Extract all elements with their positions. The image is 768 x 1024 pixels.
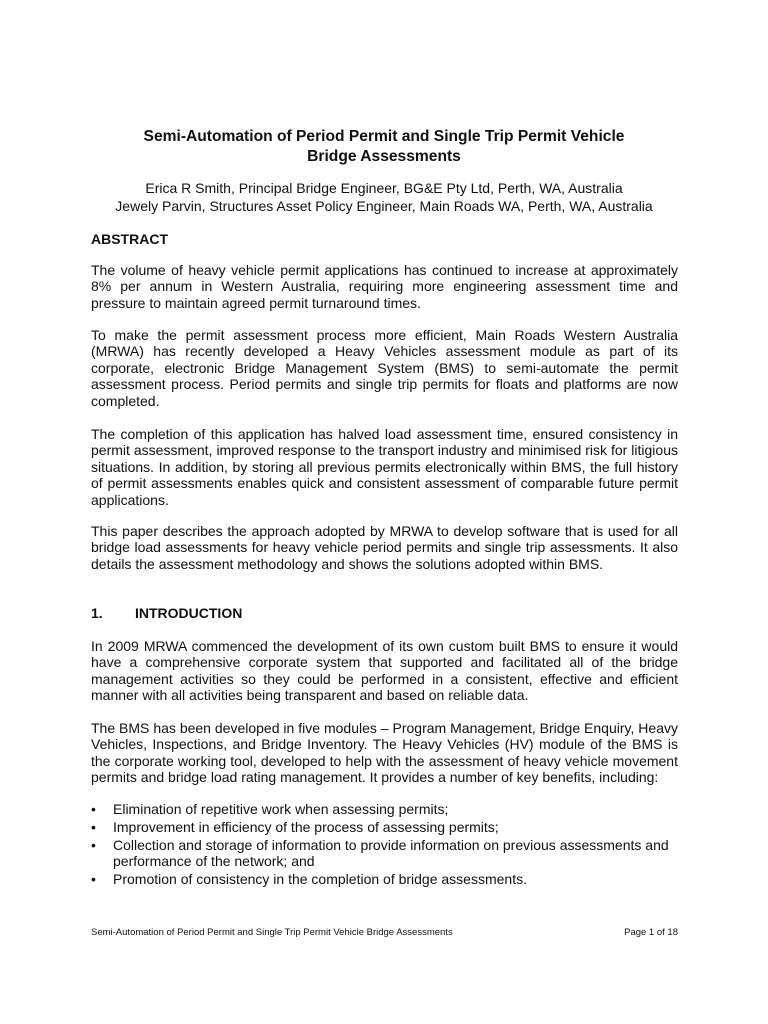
bullet-icon: • [91, 818, 96, 835]
abstract-paragraph: The completion of this application has halved load assessment time, ensured consistency in permit assessment, improved response to the transport industry and minimised risk for litigious situations. In addition, by storing all previous permits electronically within BMS, the full history of permit assessments enables quick and consistent assessment of comparable future permit applications. [91, 426, 678, 508]
list-item [91, 801, 678, 817]
footer-title: Semi-Automation of Period Permit and Single Trip Permit Vehicle Bridge Assessments [91, 927, 453, 938]
list-item [91, 871, 678, 887]
list-item-text: Improvement in efficiency of the process of assessing permits; [113, 818, 499, 835]
abstract-paragraph: To make the permit assessment process more efficient, Main Roads Western Australia (MRWA) has recently developed a Heavy Vehicles assessment module as part of its corporate, electronic Bridge Management System (BMS) to semi-automate the permit assessment process. Period permits and single trip permits for floats and platforms are now completed. [91, 327, 678, 409]
abstract-paragraph: The volume of heavy vehicle permit applications has continued to increase at approximately 8% per annum in Western Australia, requiring more engineering assessment time and pressure to maintain agreed permit turnaround times. [91, 262, 678, 311]
list-item-text: Promotion of consistency in the completion of bridge assessments. [113, 871, 527, 888]
section-title: INTRODUCTION [135, 605, 243, 621]
author-line: Erica R Smith, Principal Bridge Engineer, BG&E Pty Ltd, Perth, WA, Australia [145, 180, 623, 196]
bullet-icon: • [91, 836, 96, 853]
abstract-heading: ABSTRACT [91, 231, 168, 247]
page-number: Page 1 of 18 [624, 927, 678, 938]
list-item-text: Collection and storage of information to provide information on previous assessments and performance of the network; and [113, 836, 669, 870]
bullet-icon: • [91, 801, 96, 817]
list-item [91, 819, 678, 835]
paper-title-line-1: Semi-Automation of Period Permit and Single Trip Permit Vehicle [143, 128, 625, 145]
paper-title [60, 127, 708, 167]
introduction-heading [91, 604, 242, 622]
section-number: 1. [91, 605, 103, 621]
bullet-icon: • [91, 871, 96, 888]
benefits-list [91, 801, 678, 889]
author-list [40, 179, 728, 215]
paper-title-line-2: Bridge Assessments [307, 148, 461, 165]
introduction-paragraph: In 2009 MRWA commenced the development of its own custom built BMS to ensure it would have a comprehensive corporate system that supported and facilitated all of the bridge management activities so they could be performed in a consistent, effective and efficient manner with all activities being transparent and based on reliable data. [91, 638, 678, 704]
list-item [91, 837, 678, 870]
abstract-paragraph: This paper describes the approach adopted by MRWA to develop software that is used for all bridge load assessments for heavy vehicle period permits and single trip assessments. It also details the assessment methodology and shows the solutions adopted within BMS. [91, 523, 678, 572]
author-line: Jewely Parvin, Structures Asset Policy Engineer, Main Roads WA, Perth, WA, Australia [115, 198, 653, 214]
list-item-text: Elimination of repetitive work when assessing permits; [113, 801, 449, 817]
introduction-paragraph: The BMS has been developed in five modules – Program Management, Bridge Enquiry, Heavy Vehicles, Inspections, and Bridge Inventory. The Heavy Vehicles (HV) module of the BMS is the corporate working tool, developed to help with the assessment of heavy vehicle movement permits and bridge load rating management. It provides a number of key benefits, including: [91, 720, 678, 786]
